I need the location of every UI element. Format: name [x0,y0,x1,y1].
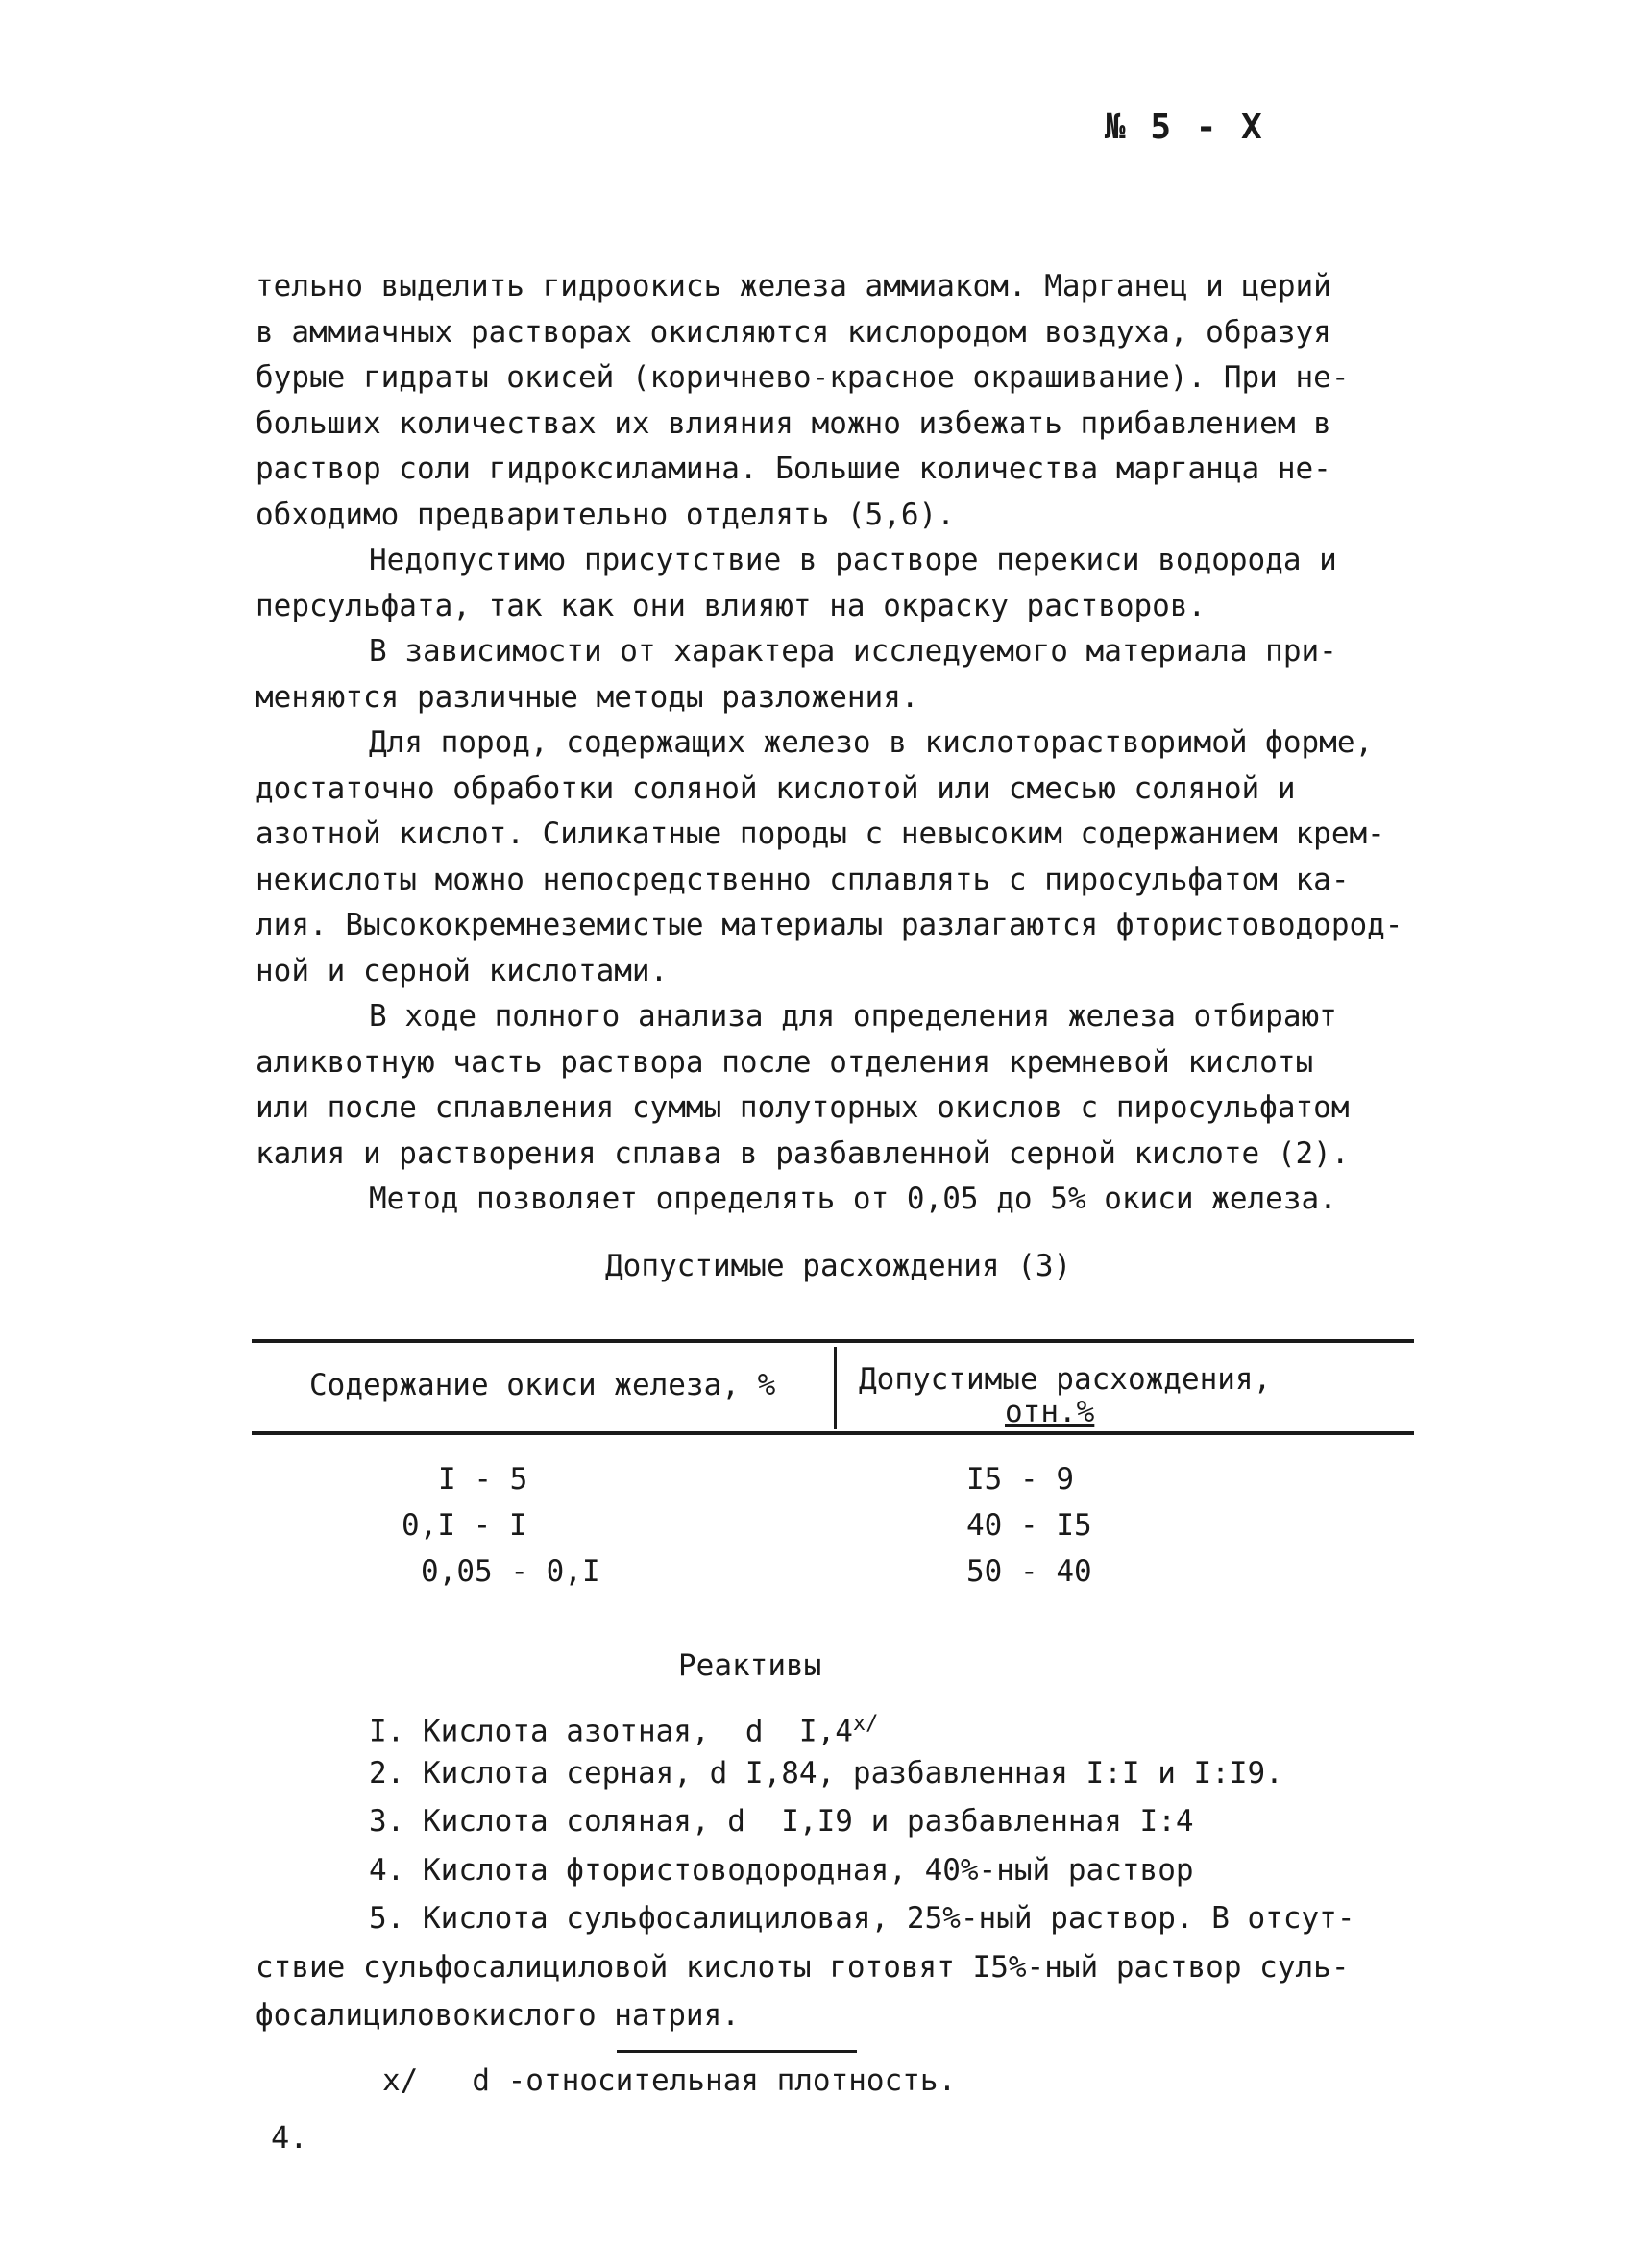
table-title: Допустимые расхождения (3) [605,1249,1072,1283]
paragraph-line: Для пород, содержащих железо в кислоторастворимой форме, [369,725,1374,760]
footnote-rule [617,2050,857,2053]
footnote: x/ d -относительная плотность. [382,2063,957,2098]
page-number: 4. [271,2119,308,2156]
body-text [256,264,1403,1223]
paragraph-line: Недопустимо присутствие в растворе перекиси водорода и [369,543,1337,577]
table-header-discrepancy-unit: отн.% [1005,1395,1095,1429]
paragraph-line: некислоты можно непосредственно сплавлять с пиросульфатом ка- [256,862,1350,897]
paragraph-line: Метод позволяет определять от 0,05 до 5% окиси железа. [369,1182,1337,1216]
table-cell-content: 0,I - I [402,1508,527,1543]
table-header-content: Содержание окиси железа, % [309,1368,776,1402]
paragraph-line: раствор соли гидроксиламина. Большие количества марганца не- [256,451,1331,486]
reagents-list [256,1700,1389,2040]
paragraph-line: бурые гидраты окисей (коричнево-красное окрашивание). При не- [256,360,1350,395]
paragraph-line: калия и растворения сплава в разбавленной серной кислоте (2). [256,1135,1350,1171]
reagents-heading: Реактивы [678,1648,822,1683]
paragraph-line: В зависимости от характера исследуемого материала при- [369,634,1337,669]
reagent-item: 4. Кислота фтористоводородная, 40%-ный раствор [369,1852,1194,1888]
document-number: № 5 - X [1105,108,1264,147]
reagent-item: 3. Кислота соляная, d I,I9 и разбавленная I:4 [369,1804,1194,1839]
table-header-rule [252,1431,1414,1435]
footnote-marker: x/ [852,1712,879,1736]
table-cell-discrepancy: 50 - 40 [966,1554,1092,1589]
paragraph-line: персульфата, так как они влияют на окраску растворов. [256,588,1207,623]
table-cell-discrepancy: 40 - I5 [966,1508,1092,1543]
paragraph-line: лия. Высококремнеземистые материалы разлагаются фтористоводород- [256,908,1403,942]
reagent-item: 2. Кислота серная, d I,84, разбавленная I:I и I:I9. [369,1755,1283,1791]
reagent-continuation: ствие сульфосалициловой кислоты готовят I5%-ный раствор суль- [256,1949,1350,1985]
paragraph-line: больших количествах их влияния можно избежать прибавлением в [256,405,1331,441]
reagent-item: I. Кислота азотная, d $I,4^{x/}$ [369,1712,879,1749]
table-header-divider [834,1347,837,1429]
reagent-item: 5. Кислота сульфосалициловая, 25%-ный раствор. В отсут- [369,1901,1355,1936]
paragraph-line: или после сплавления суммы полуторных окислов с пиросульфатом [256,1090,1350,1125]
paragraph-line: достаточно обработки соляной кислотой или смесью соляной и [256,770,1296,806]
reagent-continuation: фосалициловокислого натрия. [256,1998,740,2033]
table-cell-discrepancy: I5 - 9 [966,1462,1074,1497]
paragraph-line: аликвотную часть раствора после отделения кремневой кислоты [256,1044,1314,1080]
table-cell-content: 0,05 - 0,I [421,1554,600,1589]
table-cell-content: I - 5 [438,1462,528,1497]
paragraph-line: тельно выделить гидроокись железа аммиаком. Марганец и церий [256,269,1331,304]
paragraph-line: меняются различные методы разложения. [256,679,919,715]
paragraph-line: азотной кислот. Силикатные породы с невысоким содержанием крем- [256,817,1385,851]
paragraph-line: обходимо предварительно отделять (5,6). [256,497,955,532]
paragraph-line: В ходе полного анализа для определения железа отбирают [369,999,1337,1034]
table-header-discrepancy: Допустимые расхождения, [859,1362,1272,1397]
paragraph-line: в аммиачных растворах окисляются кислородом воздуха, образуя [256,314,1331,350]
table-top-rule [252,1339,1414,1343]
paragraph-line: ной и серной кислотами. [256,953,669,988]
